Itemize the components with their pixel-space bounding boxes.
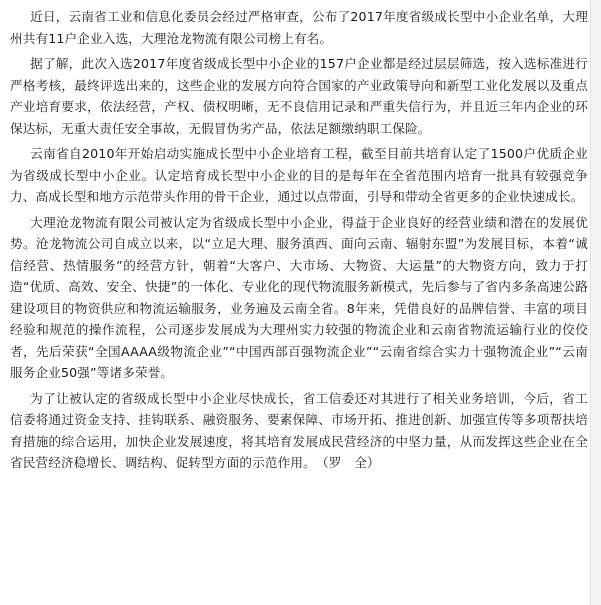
vertical-scrollbar[interactable]	[590, 0, 601, 605]
paragraph-3: 云南省自2010年开始启动实施成长型中小企业培育工程，截至目前共培育认定了1500户优质企业为省级成长型中小企业。认定培育成长型中小企业的目的是每年在全省范围内培育一批具有较强竞争力、高成长型和地方示范带头作用的骨干企业，通过以点带面，引导和带动全省更多的企业快速成长。	[10, 146, 588, 204]
paragraph-1: 近日，云南省工业和信息化委员会经过严格审查，公布了2017年度省级成长型中小企业名单，大理州共有11户企业入选，大理沧龙物流有限公司榜上有名。	[10, 9, 588, 46]
paragraph-5: 为了让被认定的省级成长型中小企业尽快成长，省工信委还对其进行了相关业务培训，今后，省工信委将通过资金支持、挂钩联系、融资服务、要素保障、市场开拓、推进创新、加强宣传等多项帮扶培育措施的综合运用，加快企业发展速度，将其培育发展成民营经济的中坚力量，从而发挥这些企业在全省民营经济稳增长、调结构、促转型方面的示范作用。 （罗 全）	[10, 390, 588, 470]
paragraph-2: 据了解，此次入选2017年度省级成长型中小企业的157户企业都是经过层层筛选，按入选标准进行严格考核，最终评选出来的，这些企业的发展方向符合国家的产业政策导向和新型工业化发展以及重点产业培育要求，依法经营，产权、债权明晰，无不良信用记录和严重失信行为，并且近三年内企业的环保达标，无重大责任安全事故，无假冒伪劣产品，依法足额缴纳职工保险。	[10, 56, 588, 136]
paragraph-4: 大理沧龙物流有限公司被认定为省级成长型中小企业，得益于企业良好的经营业绩和潜在的发展优势。沧龙物流公司自成立以来，以“立足大理、服务滇西、面向云南、辐射东盟”为发展目标，本着“诚信经营、热情服务”的经营方针，朝着“大客户、大市场、大物资、大运量”的大物资方向，致力于打造“优质、高效、安全、快捷”的一体化、专业化的现代物流服务新模式，先后参与了省内多条高速公路建设项目的物资供应和物流运输服务，业务遍及云南全省。8年来，凭借良好的品牌信誉、丰富的项目经验和规范的操作流程，公司逐步发展成为大理州实力较强的物流企业和云南省物流运输行业的佼佼者，先后荣获“全国AAAA级物流企业”“中国西部百强物流企业”“云南省综合实力十强物流企业”“云南服务企业50强”等诸多荣誉。	[10, 214, 588, 380]
news-article-body	[10, 6, 588, 478]
